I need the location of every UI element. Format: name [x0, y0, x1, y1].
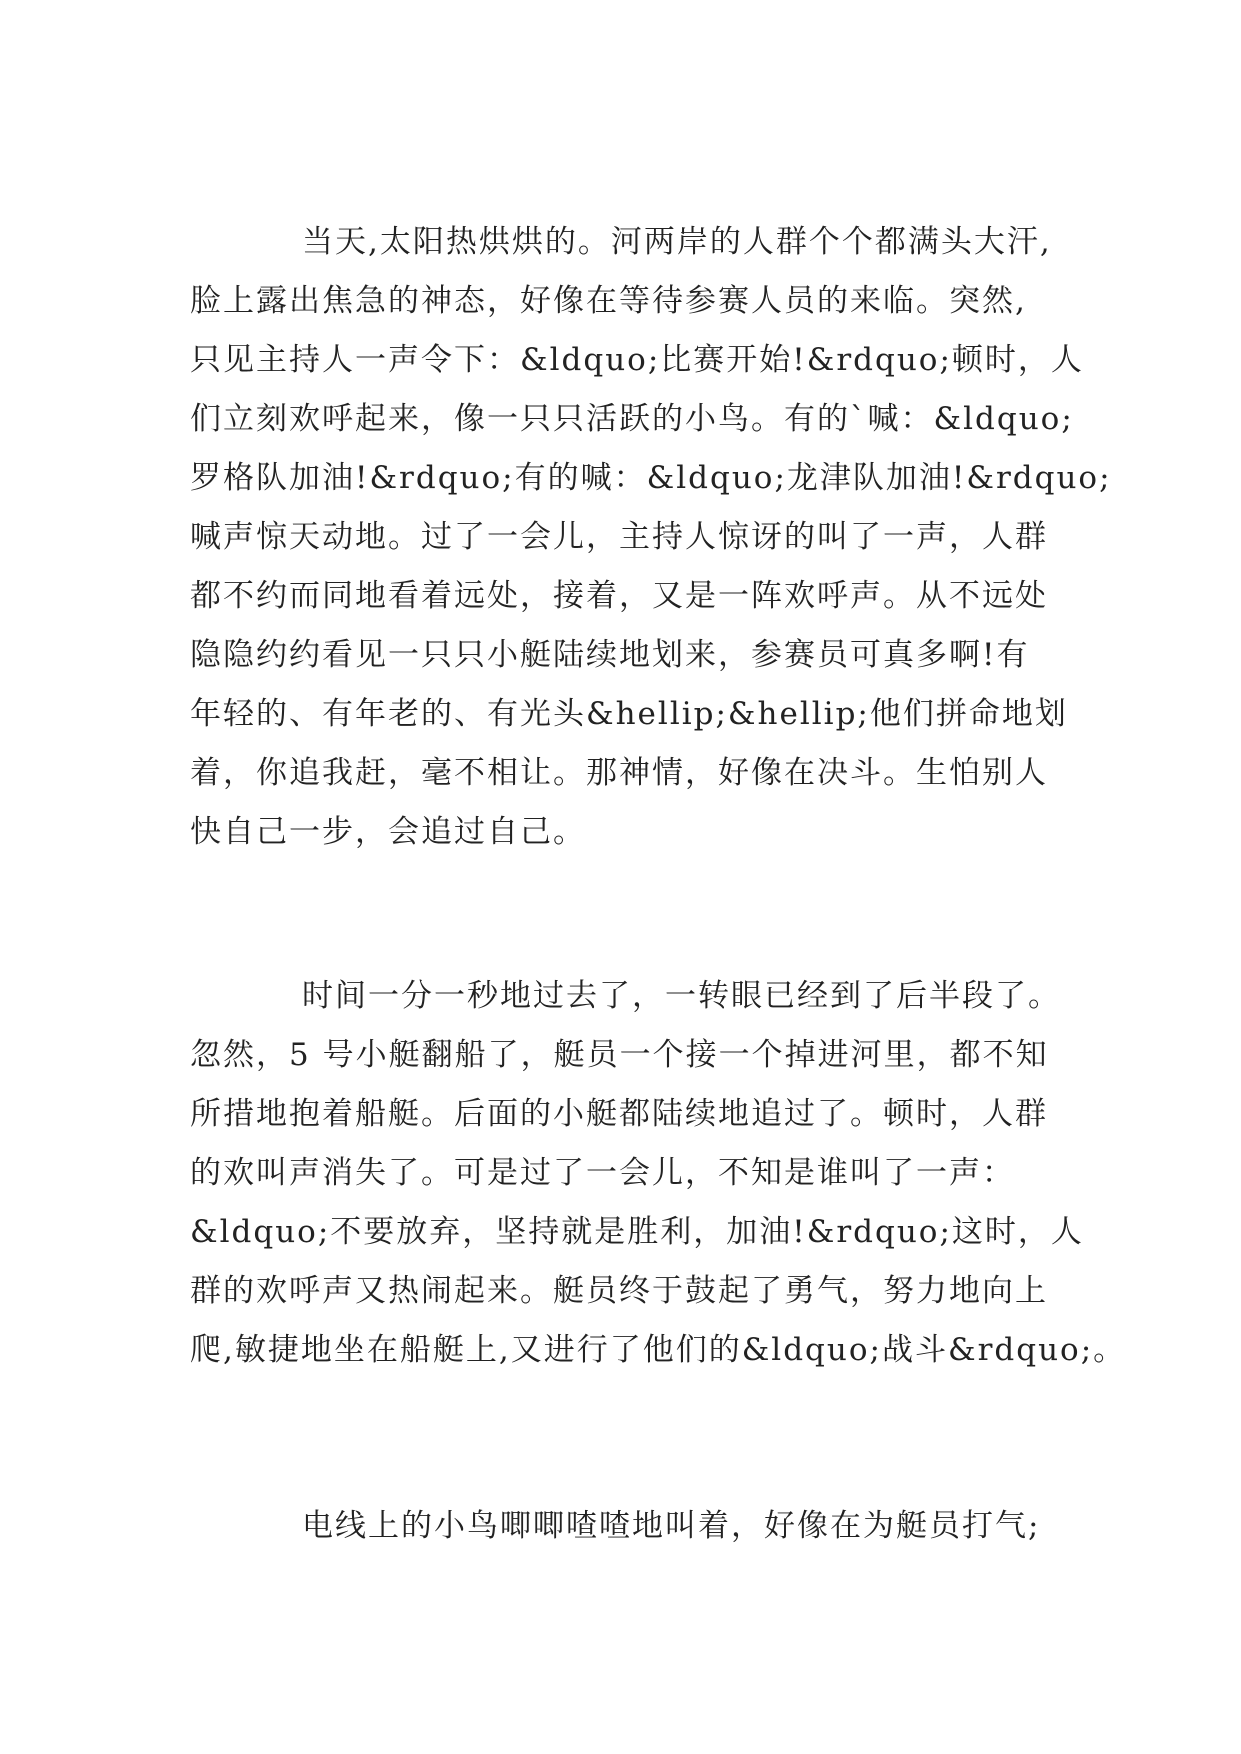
text-line: 时间一分一秒地过去了，一转眼已经到了后半段了。 — [302, 978, 1061, 1014]
text-line: 群的欢呼声又热闹起来。艇员终于鼓起了勇气，努力地向上 — [190, 1273, 1048, 1309]
text-line: 当天,太阳热烘烘的。河两岸的人群个个都满头大汗, — [302, 224, 1052, 260]
text-line: 爬,敏捷地坐在船艇上,又进行了他们的&ldquo;战斗&rdquo;。 — [190, 1332, 1127, 1368]
text-line: 电线上的小鸟唧唧喳喳地叫着，好像在为艇员打气; — [302, 1508, 1041, 1544]
text-line: 年轻的、有年老的、有光头&hellip;&hellip;他们拼命地划 — [190, 696, 1068, 732]
paragraph-capsize — [190, 967, 1126, 1380]
text-line: 都不约而同地看着远处，接着，又是一阵欢呼声。从不远处 — [190, 578, 1048, 614]
text-line: 们立刻欢呼起来，像一只只活跃的小鸟。有的`喊：&ldquo; — [190, 401, 1074, 437]
text-line: 快自己一步，会追过自己。 — [190, 814, 586, 850]
text-line: 所措地抱着船艇。后面的小艇都陆续地追过了。顿时，人群 — [190, 1096, 1048, 1132]
text-line: 隐隐约约看见一只只小艇陆续地划来，参赛员可真多啊!有 — [190, 637, 1030, 673]
text-line: 忽然，5 号小艇翻船了，艇员一个接一个掉进河里，都不知 — [190, 1037, 1049, 1073]
text-line: 脸上露出焦急的神态，好像在等待参赛人员的来临。突然, — [190, 283, 1027, 319]
text-line: 喊声惊天动地。过了一会儿，主持人惊讶的叫了一声，人群 — [190, 519, 1048, 555]
text-line: 的欢叫声消失了。可是过了一会儿，不知是谁叫了一声： — [190, 1155, 1015, 1191]
paragraph-birds — [190, 1497, 1040, 1556]
text-line: 只见主持人一声令下：&ldquo;比赛开始!&rdquo;顿时，人 — [190, 342, 1084, 378]
text-line: &ldquo;不要放弃，坚持就是胜利，加油!&rdquo;这时，人 — [190, 1214, 1084, 1250]
text-line: 罗格队加油!&rdquo;有的喊：&ldquo;龙津队加油!&rdquo; — [190, 460, 1112, 496]
text-line: 着，你追我赶，毫不相让。那神情，好像在决斗。生怕别人 — [190, 755, 1048, 791]
paragraph-race-start — [190, 213, 1112, 862]
